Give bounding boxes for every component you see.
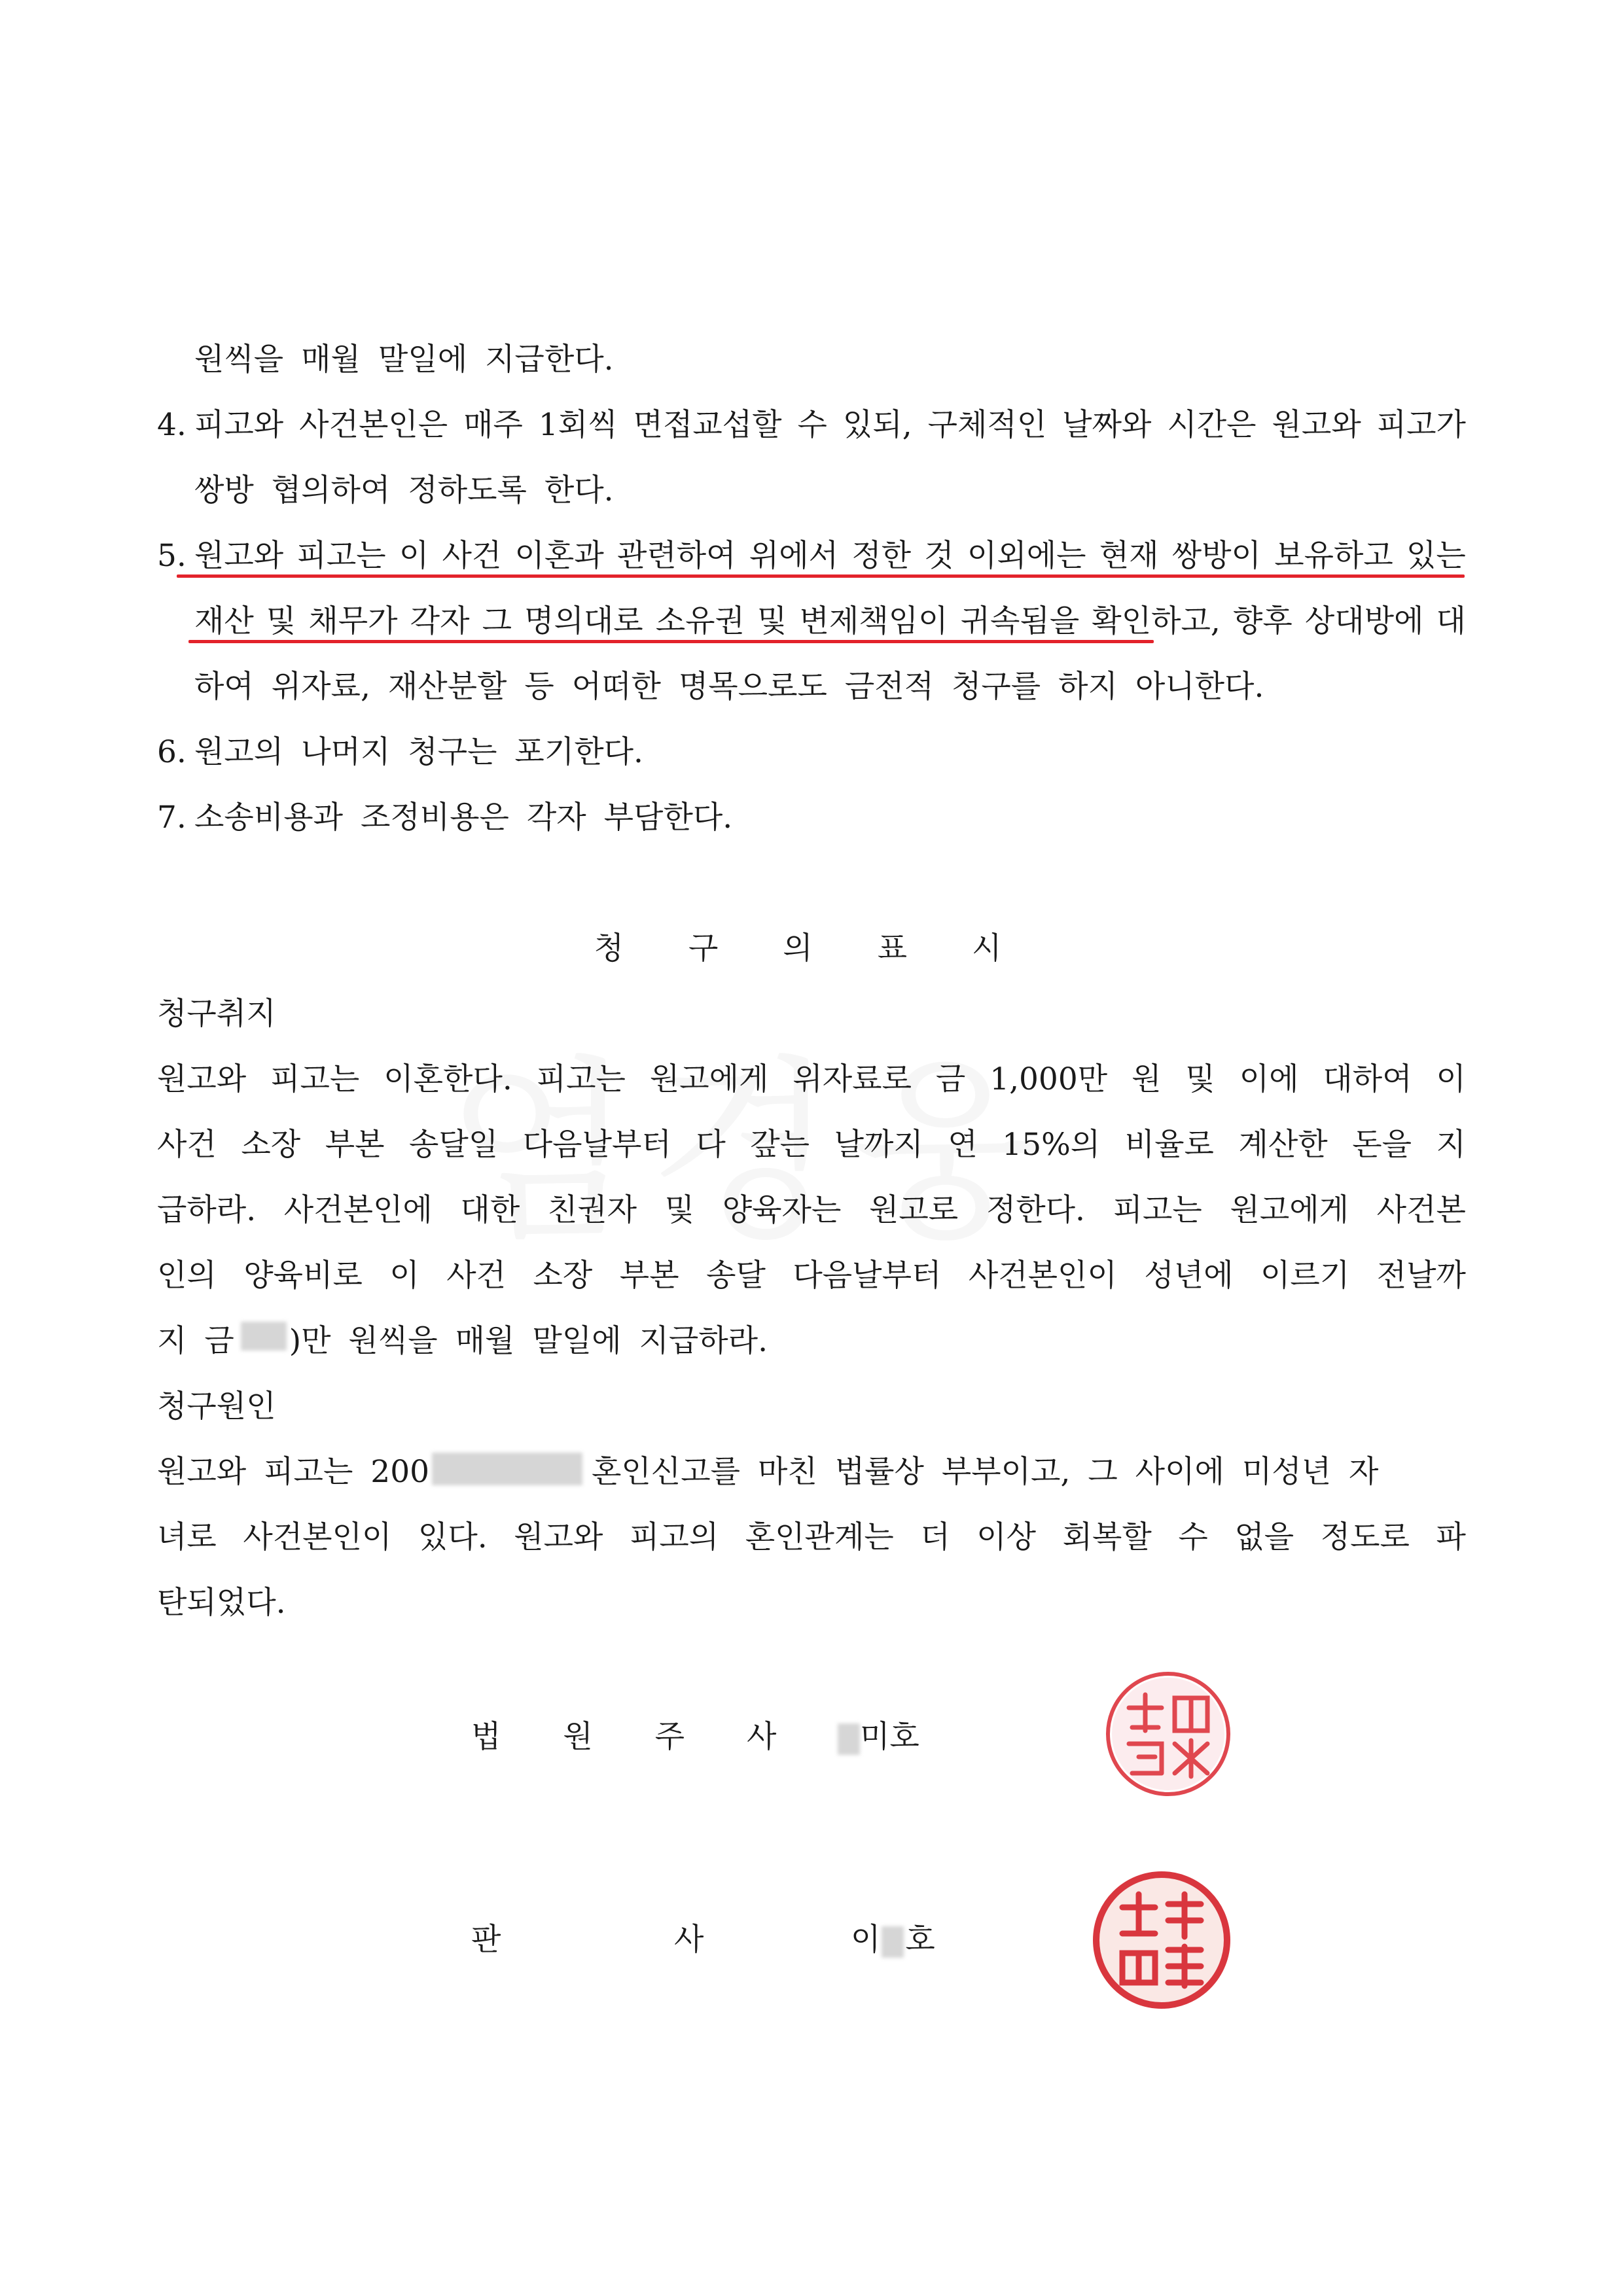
word: 인의 bbox=[157, 1258, 217, 1294]
word: 사건 bbox=[157, 1127, 217, 1163]
item-4-line-1 bbox=[194, 406, 1466, 445]
word: 계산한 bbox=[1238, 1127, 1328, 1163]
word: 및 bbox=[1185, 1061, 1215, 1097]
word: 사건본 bbox=[1376, 1192, 1466, 1228]
word: 1,000만 bbox=[990, 1061, 1108, 1097]
word: 금 bbox=[935, 1061, 966, 1097]
word: 다음날부터 bbox=[522, 1127, 671, 1163]
word: 원고와 bbox=[514, 1519, 603, 1555]
word: 지 bbox=[1436, 1127, 1466, 1163]
word: 이외에는 bbox=[967, 538, 1086, 574]
word: 각자 bbox=[410, 603, 470, 639]
word: 양육비로 bbox=[243, 1258, 363, 1294]
word: 날까지 bbox=[834, 1127, 923, 1163]
word: 사건 bbox=[442, 538, 502, 574]
word: 회복할 bbox=[1062, 1519, 1152, 1555]
word: 대한 bbox=[460, 1192, 520, 1228]
word: 급하라. bbox=[157, 1192, 257, 1228]
text-segment: 혼인신고를 마친 법률상 부부이고, 그 사이에 미성년 자 bbox=[592, 1454, 1379, 1490]
item-6-line: 원고의 나머지 청구는 포기한다. bbox=[194, 734, 643, 770]
claim-cause-label: 청구원인 bbox=[157, 1388, 276, 1424]
word: 다음날부터 bbox=[793, 1258, 942, 1294]
word: 원고에게 bbox=[649, 1061, 769, 1097]
word: 면접교섭할 bbox=[633, 407, 782, 443]
word: 친권자 bbox=[547, 1192, 637, 1228]
word: 쌍방이 bbox=[1171, 538, 1261, 574]
word: 원고와 bbox=[194, 538, 284, 574]
word: 있다. bbox=[418, 1519, 488, 1555]
word: 없을 bbox=[1234, 1519, 1294, 1555]
word: 수 bbox=[797, 407, 827, 443]
word: 있되, bbox=[842, 407, 912, 443]
continuation-text: 원씩을 매월 말일에 지급한다. bbox=[194, 342, 614, 378]
word: 있는 bbox=[1406, 538, 1466, 574]
word: 성년에 bbox=[1144, 1258, 1234, 1294]
word: 이 bbox=[399, 538, 429, 574]
word: 혼인관계는 bbox=[745, 1519, 894, 1555]
word: 수 bbox=[1178, 1519, 1208, 1555]
word: 관련하여 bbox=[616, 538, 736, 574]
claim-purpose-line-3 bbox=[157, 1191, 1466, 1230]
word: 및 bbox=[266, 603, 296, 639]
word: 향후 bbox=[1232, 603, 1293, 639]
word: 피고는 bbox=[296, 538, 386, 574]
claim-cause-line-3: 탄되었다. bbox=[157, 1585, 286, 1621]
word: 채무가 bbox=[308, 603, 398, 639]
word: 것 bbox=[924, 538, 954, 574]
item-4-line-2: 쌍방 협의하여 정하도록 한다. bbox=[194, 472, 614, 508]
word: 명의대로 bbox=[524, 603, 643, 639]
text-segment: 이 bbox=[851, 1922, 881, 1958]
claim-heading: 청 구 의 표 시 bbox=[594, 930, 1029, 966]
judge-seal-icon bbox=[1090, 1868, 1234, 2012]
word: 사건본인이 bbox=[968, 1258, 1117, 1294]
word: 이혼한다. bbox=[383, 1061, 512, 1097]
word: 날짜와 bbox=[1062, 407, 1152, 443]
clerk-name bbox=[838, 1718, 919, 1757]
claim-cause-line-1 bbox=[157, 1453, 1466, 1492]
word: 사건본인은 bbox=[299, 407, 448, 443]
word: 매주 bbox=[463, 407, 523, 443]
word: 소장 bbox=[533, 1258, 593, 1294]
claim-purpose-line-1 bbox=[157, 1060, 1466, 1099]
word: 이에 bbox=[1239, 1061, 1299, 1097]
word: 파 bbox=[1436, 1519, 1466, 1555]
word: 피고는 bbox=[270, 1061, 360, 1097]
claim-purpose-label: 청구취지 bbox=[157, 996, 276, 1032]
word: 피고는 bbox=[1113, 1192, 1202, 1228]
item-number: 4. bbox=[157, 407, 187, 443]
word: 15%의 bbox=[1002, 1127, 1101, 1163]
judge-name bbox=[851, 1920, 935, 1960]
word: 부본 bbox=[325, 1127, 385, 1163]
word: 피고가 bbox=[1376, 407, 1466, 443]
word: 1회씩 bbox=[538, 407, 618, 443]
item-number: 5. bbox=[157, 538, 187, 574]
judge-title-2: 사 bbox=[674, 1922, 704, 1958]
word: 원고와 bbox=[157, 1061, 247, 1097]
word: 전날까 bbox=[1376, 1258, 1466, 1294]
word: 및 bbox=[664, 1192, 695, 1228]
item-number: 6. bbox=[157, 734, 187, 770]
word: 확인하고, bbox=[1092, 603, 1221, 639]
word: 정도로 bbox=[1320, 1519, 1410, 1555]
word: 위에서 bbox=[749, 538, 839, 574]
red-underline bbox=[177, 574, 1465, 578]
word: 이 bbox=[1436, 1061, 1466, 1097]
word: 귀속됨을 bbox=[960, 603, 1080, 639]
word: 갚는 bbox=[750, 1127, 810, 1163]
word: 송달 bbox=[706, 1258, 766, 1294]
redacted-name bbox=[838, 1723, 860, 1755]
word: 녀로 bbox=[157, 1519, 217, 1555]
word: 시간은 bbox=[1167, 407, 1257, 443]
text-segment: 미호 bbox=[860, 1719, 919, 1755]
claim-purpose-line-4 bbox=[157, 1256, 1466, 1296]
clerk-seal-icon bbox=[1103, 1669, 1234, 1799]
word: 원고로 bbox=[868, 1192, 959, 1228]
judge-title-1: 판 bbox=[471, 1922, 501, 1958]
word: 소유권 bbox=[655, 603, 745, 639]
item-number: 7. bbox=[157, 800, 187, 836]
redacted-amount bbox=[241, 1322, 287, 1351]
word: 송달일 bbox=[409, 1127, 499, 1163]
word: 원 bbox=[1132, 1061, 1162, 1097]
redacted-date bbox=[432, 1453, 582, 1485]
word: 피고는 bbox=[536, 1061, 626, 1097]
word: 비율로 bbox=[1124, 1127, 1214, 1163]
word: 부본 bbox=[619, 1258, 679, 1294]
item-5-line-3: 하여 위자료, 재산분할 등 어떠한 명목으로도 금전적 청구를 하지 아니한다. bbox=[194, 669, 1264, 705]
word: 대하여 bbox=[1323, 1061, 1412, 1097]
word: 재산 bbox=[194, 603, 254, 639]
word: 이혼과 bbox=[514, 538, 604, 574]
clerk-title: 법 원 주 사 bbox=[471, 1719, 803, 1755]
text-segment: )만 원씩을 매월 말일에 지급하라. bbox=[289, 1323, 768, 1359]
word: 이르기 bbox=[1260, 1258, 1350, 1294]
word: 위자료로 bbox=[793, 1061, 912, 1097]
claim-purpose-line-5 bbox=[157, 1322, 1466, 1361]
word: 대 bbox=[1436, 603, 1466, 639]
word: 보유하고 bbox=[1274, 538, 1393, 574]
word: 변제책임이 bbox=[799, 603, 948, 639]
text-segment: 원고와 피고는 200 bbox=[157, 1454, 429, 1490]
item-5-line-1 bbox=[194, 537, 1466, 576]
item-7-line: 소송비용과 조정비용은 각자 부담한다. bbox=[194, 800, 733, 836]
word: 그 bbox=[482, 603, 512, 639]
word: 원고에게 bbox=[1230, 1192, 1349, 1228]
claim-cause-line-2 bbox=[157, 1518, 1466, 1557]
word: 양육자는 bbox=[722, 1192, 842, 1228]
red-underline bbox=[188, 640, 1154, 643]
text-segment: 호 bbox=[905, 1922, 935, 1958]
word: 사건 bbox=[446, 1258, 507, 1294]
claim-purpose-line-2 bbox=[157, 1125, 1466, 1165]
word: 이상 bbox=[976, 1519, 1037, 1555]
word: 원고와 bbox=[1272, 407, 1361, 443]
word: 이 bbox=[389, 1258, 419, 1294]
word: 소장 bbox=[241, 1127, 301, 1163]
word: 돈을 bbox=[1352, 1127, 1412, 1163]
word: 정한 bbox=[851, 538, 912, 574]
word: 및 bbox=[757, 603, 787, 639]
word: 구체적인 bbox=[927, 407, 1047, 443]
redacted-name bbox=[882, 1926, 904, 1958]
word: 사건본인이 bbox=[243, 1519, 392, 1555]
text-segment: 지 금 bbox=[157, 1323, 234, 1359]
word: 사건본인에 bbox=[283, 1192, 433, 1228]
word: 피고와 bbox=[194, 407, 284, 443]
word: 다 bbox=[696, 1127, 726, 1163]
word: 현재 bbox=[1099, 538, 1159, 574]
word: 더 bbox=[920, 1519, 950, 1555]
word: 상대방에 bbox=[1304, 603, 1424, 639]
word: 연 bbox=[948, 1127, 978, 1163]
item-5-line-2 bbox=[194, 602, 1466, 641]
word: 피고의 bbox=[629, 1519, 719, 1555]
word: 정한다. bbox=[986, 1192, 1085, 1228]
